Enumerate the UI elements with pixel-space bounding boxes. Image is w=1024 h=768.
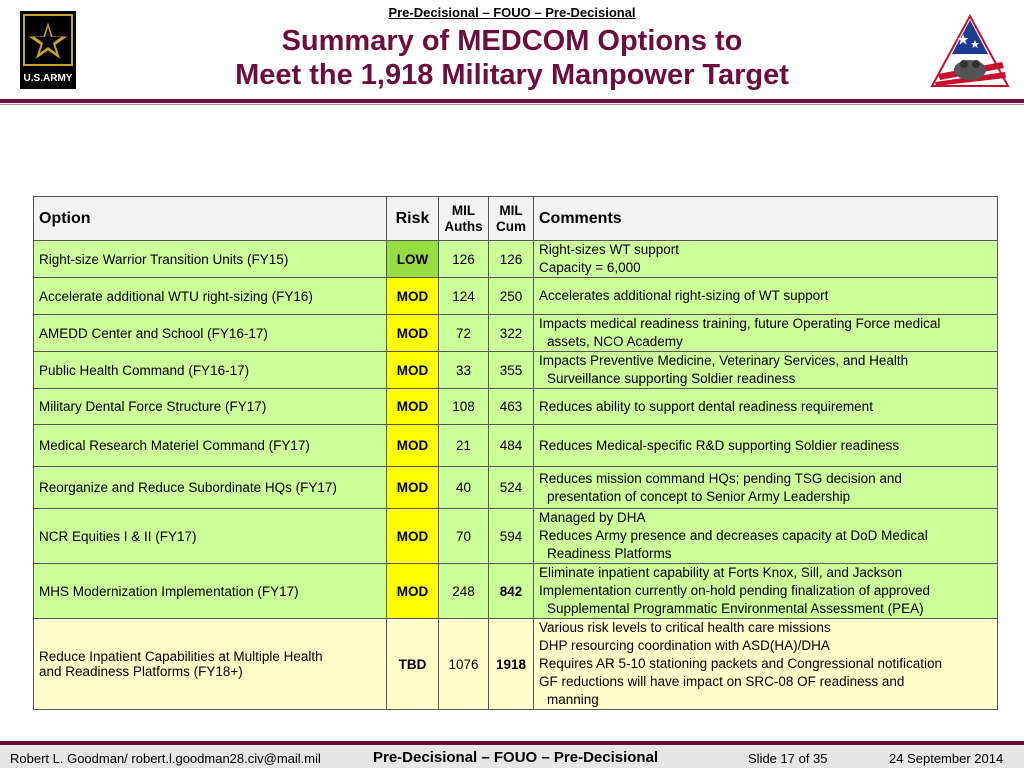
risk-cell: MOD xyxy=(387,564,439,619)
option-cell: Public Health Command (FY16-17) xyxy=(34,352,387,389)
mil-cum-cell: 842 xyxy=(489,564,534,619)
table-row xyxy=(34,241,998,278)
comment-line: Right-sizes WT support xyxy=(539,242,680,257)
option-cell: Medical Research Materiel Command (FY17) xyxy=(34,425,387,467)
header-mil-auths-line1: MIL xyxy=(451,202,476,218)
comment-line: Reduces Army presence and decreases capacity at DoD Medical xyxy=(539,528,928,543)
risk-cell: MOD xyxy=(387,509,439,564)
header-risk: Risk xyxy=(387,197,439,241)
table-row xyxy=(34,278,998,315)
mil-auths-cell: 108 xyxy=(439,389,489,425)
mil-cum-cell: 524 xyxy=(489,467,534,509)
comment-line: manning xyxy=(547,692,599,707)
comment-line: Surveillance supporting Soldier readiness xyxy=(547,371,796,386)
option-line: and Readiness Platforms (FY18+) xyxy=(39,664,243,679)
header-divider xyxy=(0,99,1024,103)
comment-line: Reduces mission command HQs; pending TSG decision and xyxy=(539,470,902,486)
risk-cell: TBD xyxy=(387,619,439,710)
risk-cell: LOW xyxy=(387,241,439,278)
comments-cell xyxy=(534,564,998,619)
header-mil-auths-line2: Auths xyxy=(444,218,483,234)
comments-cell xyxy=(534,278,998,315)
mil-cum-cell: 484 xyxy=(489,425,534,467)
comment-line: Supplemental Programmatic Environmental Assessment (PEA) xyxy=(547,601,924,616)
footer-slide-number: Slide 17 of 35 xyxy=(748,751,828,766)
mil-cum-cell: 126 xyxy=(489,241,534,278)
comment-line: Reduces ability to support dental readiness requirement xyxy=(539,398,873,414)
comment-line: Capacity = 6,000 xyxy=(539,260,641,275)
comment-line: Various risk levels to critical health care missions xyxy=(539,620,831,635)
comment-line: Implementation currently on-hold pending finalization of approved xyxy=(539,583,930,598)
page-title xyxy=(150,24,874,92)
comment-line: Accelerates additional right-sizing of WT support xyxy=(539,288,829,303)
mil-auths-cell: 33 xyxy=(439,352,489,389)
mil-cum-cell: 463 xyxy=(489,389,534,425)
table-header-row xyxy=(34,197,998,241)
top-classification-banner: Pre-Decisional – FOUO – Pre-Decisional xyxy=(388,5,636,20)
table-row xyxy=(34,425,998,467)
comment-line: Reduces Medical-specific R&D supporting Soldier readiness xyxy=(539,437,900,453)
comment-line: presentation of concept to Senior Army Leadership xyxy=(547,488,851,504)
comment-line: Impacts Preventive Medicine, Veterinary Services, and Health xyxy=(539,353,909,368)
comment-line: assets, NCO Academy xyxy=(547,334,683,349)
header-comments: Comments xyxy=(534,197,998,241)
risk-cell: MOD xyxy=(387,352,439,389)
mil-cum-cell: 1918 xyxy=(489,619,534,710)
comment-line: Impacts medical readiness training, future Operating Force medical xyxy=(539,316,941,331)
risk-cell: MOD xyxy=(387,389,439,425)
comment-line: Eliminate inpatient capability at Forts Knox, Sill, and Jackson xyxy=(539,565,903,580)
option-cell: Reorganize and Reduce Subordinate HQs (FY17) xyxy=(34,467,387,509)
table-row xyxy=(34,619,998,710)
comment-line: DHP resourcing coordination with ASD(HA)/DHA xyxy=(539,638,830,653)
comment-line: GF reductions will have impact on SRC-08 OF readiness and xyxy=(539,674,905,689)
title-line-2: Meet the 1,918 Military Manpower Target xyxy=(235,59,789,91)
header-mil-cum-line1: MIL xyxy=(499,202,523,218)
comments-cell xyxy=(534,352,998,389)
footer-date: 24 September 2014 xyxy=(889,751,1004,766)
mil-cum-cell: 594 xyxy=(489,509,534,564)
comments-cell xyxy=(534,315,998,352)
table-row xyxy=(34,352,998,389)
comment-line: Requires AR 5-10 stationing packets and Congressional notification xyxy=(539,656,942,671)
risk-cell: MOD xyxy=(387,467,439,509)
option-cell: AMEDD Center and School (FY16-17) xyxy=(34,315,387,352)
mil-cum-cell: 250 xyxy=(489,278,534,315)
header-divider-thin xyxy=(0,104,1024,105)
comments-cell xyxy=(534,619,998,710)
table-row xyxy=(34,389,998,425)
comment-line: Managed by DHA xyxy=(539,510,646,525)
mil-auths-cell: 40 xyxy=(439,467,489,509)
header-mil-cum-line2: Cum xyxy=(496,218,526,234)
table-row xyxy=(34,564,998,619)
comment-line: Readiness Platforms xyxy=(547,546,672,561)
comments-cell xyxy=(534,509,998,564)
table-row xyxy=(34,467,998,509)
option-cell: MHS Modernization Implementation (FY17) xyxy=(34,564,387,619)
mil-cum-cell: 322 xyxy=(489,315,534,352)
mil-auths-cell: 248 xyxy=(439,564,489,619)
option-cell: Accelerate additional WTU right-sizing (FY16) xyxy=(34,278,387,315)
mil-auths-cell: 70 xyxy=(439,509,489,564)
risk-cell: MOD xyxy=(387,278,439,315)
comments-cell xyxy=(534,389,998,425)
army-logo-text: U.S.ARMY xyxy=(23,73,73,84)
option-line: Reduce Inpatient Capabilities at Multiple Health xyxy=(39,649,323,664)
comments-cell xyxy=(534,241,998,278)
mil-auths-cell: 72 xyxy=(439,315,489,352)
us-army-logo xyxy=(20,11,76,89)
header-option: Option xyxy=(34,197,387,241)
footer-author: Robert L. Goodman/ robert.l.goodman28.civ@mail.mil xyxy=(10,751,321,766)
mil-cum-cell: 355 xyxy=(489,352,534,389)
option-cell: NCR Equities I & II (FY17) xyxy=(34,509,387,564)
option-cell: Military Dental Force Structure (FY17) xyxy=(34,389,387,425)
mil-auths-cell: 124 xyxy=(439,278,489,315)
risk-cell: MOD xyxy=(387,315,439,352)
comments-cell xyxy=(534,467,998,509)
footer-classification-banner: Pre-Decisional – FOUO – Pre-Decisional xyxy=(373,749,659,766)
header-mil-cum xyxy=(489,197,534,241)
header-mil-auths xyxy=(439,197,489,241)
mil-auths-cell: 126 xyxy=(439,241,489,278)
option-cell xyxy=(34,619,387,710)
risk-cell: MOD xyxy=(387,425,439,467)
table-row xyxy=(34,315,998,352)
medcom-options-table xyxy=(33,196,998,710)
mil-auths-cell: 1076 xyxy=(439,619,489,710)
mil-auths-cell: 21 xyxy=(439,425,489,467)
table-row xyxy=(34,509,998,564)
flag-soldiers-emblem-icon xyxy=(930,14,1010,88)
title-line-1: Summary of MEDCOM Options to xyxy=(281,25,743,57)
comments-cell xyxy=(534,425,998,467)
option-cell: Right-size Warrior Transition Units (FY15) xyxy=(34,241,387,278)
footer xyxy=(0,745,1024,768)
